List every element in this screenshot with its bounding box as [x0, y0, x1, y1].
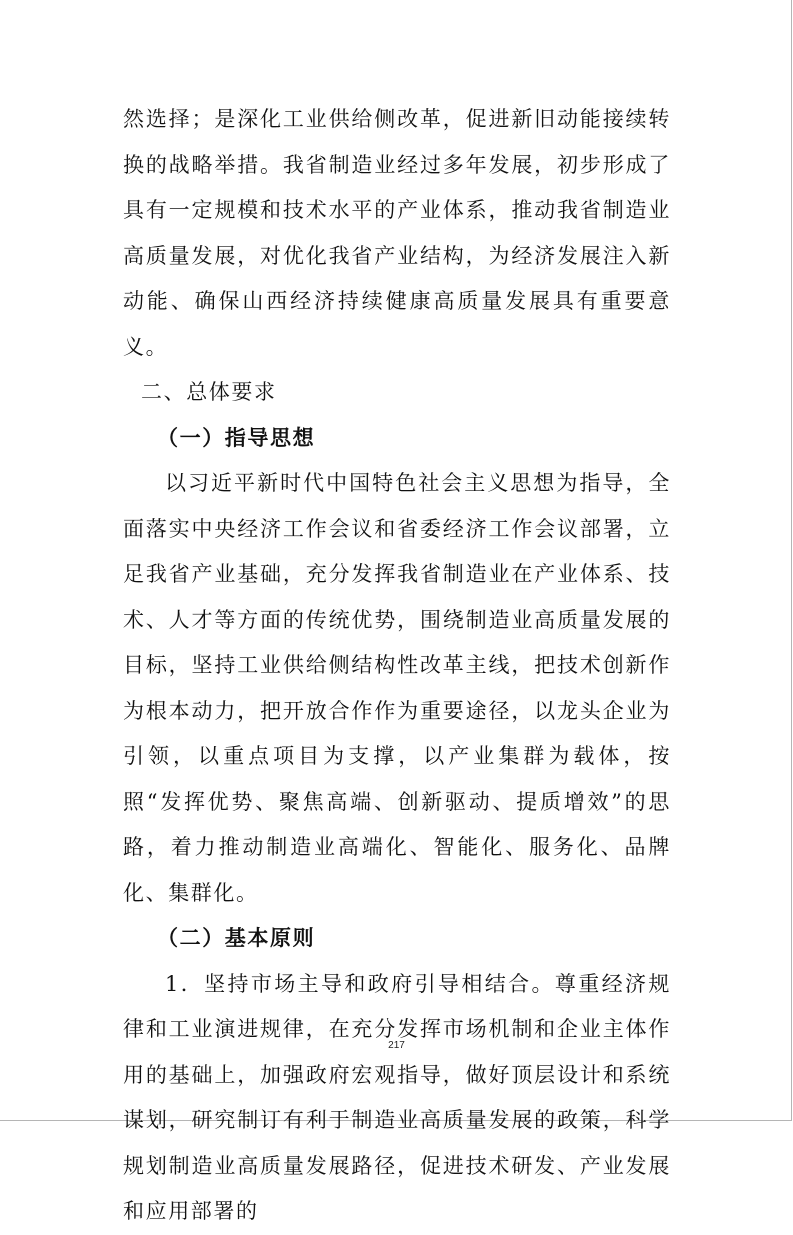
body-paragraph: 然选择；是深化工业供给侧改革，促进新旧动能接续转换的战略举措。我省制造业经过多年发展，初步形成了具有一定规模和技术水平的产业体系，推动我省制造业高质量发展，对优化我省产业结构，为经济发展注入新动能、确保山西经济持续健康高质量发展具有重要意义。 [123, 107, 671, 359]
subsection-heading: （二）基本原则 [157, 926, 316, 950]
section-heading: 二、总体要求 [141, 380, 277, 404]
page-number: 217 [388, 1040, 405, 1051]
document-body [123, 97, 671, 1235]
body-paragraph: 以习近平新时代中国特色社会主义思想为指导，全面落实中央经济工作会议和省委经济工作会议部署，立足我省产业基础，充分发挥我省制造业在产业体系、技术、人才等方面的传统优势，围绕制造业高质量发展的目标，坚持工业供给侧结构性改革主线，把技术创新作为根本动力，把开放合作作为重要途径，以龙头企业为引领，以重点项目为支撑，以产业集群为载体，按照“发挥优势、聚焦高端、创新驱动、提质增效”的思路，着力推动制造业高端化、智能化、服务化、品牌化、集群化。 [123, 471, 671, 905]
subsection-heading: （一）指导思想 [157, 425, 316, 450]
body-paragraph: 1．坚持市场主导和政府引导相结合。尊重经济规律和工业演进规律，在充分发挥市场机制和企业主体作用的基础上，加强政府宏观指导，做好顶层设计和系统谋划，研究制订有利于制造业高质量发展的政策，科学规划制造业高质量发展路径，促进技术研发、产业发展和应用部署的 [123, 971, 671, 1223]
